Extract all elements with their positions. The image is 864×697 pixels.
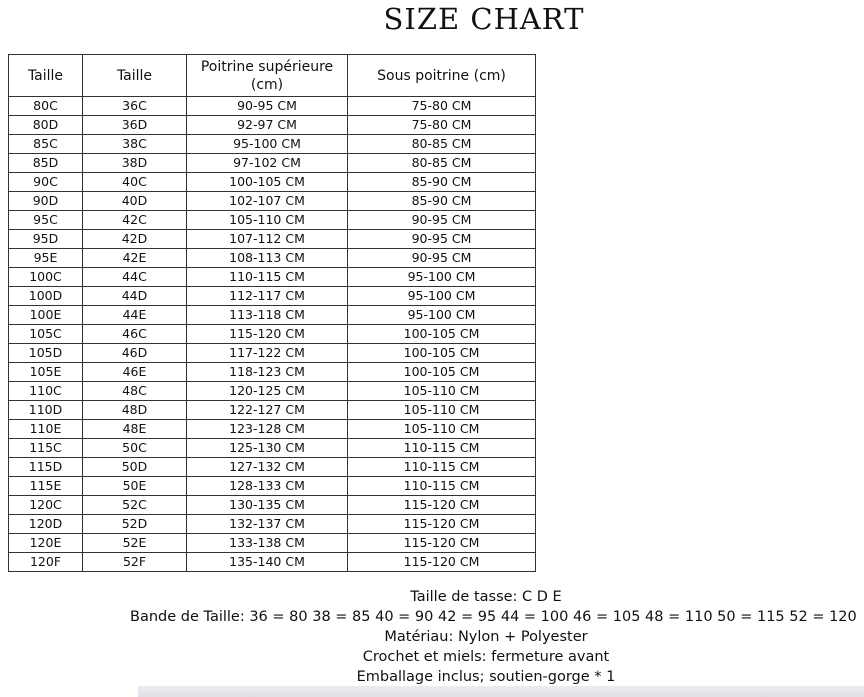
page-title: SIZE CHART [383, 2, 585, 36]
underbust-cell: 90-95 CM [348, 211, 536, 230]
size-eu-cell: 115D [9, 458, 83, 477]
size-eu-cell: 100C [9, 268, 83, 287]
table-row [9, 173, 536, 192]
cup-size-note: Taille de tasse: C D E [410, 589, 562, 605]
material-note: Matériau: Nylon + Polyester [384, 629, 588, 645]
size-us-cell: 44D [83, 287, 187, 306]
table-row [9, 553, 536, 572]
table-row [9, 249, 536, 268]
size-us-cell: 42E [83, 249, 187, 268]
table-row [9, 439, 536, 458]
size-eu-cell: 80D [9, 116, 83, 135]
size-us-cell: 52C [83, 496, 187, 515]
bust-cell: 108-113 CM [187, 249, 348, 268]
package-note: Emballage inclus; soutien-gorge * 1 [356, 669, 616, 685]
bust-cell: 105-110 CM [187, 211, 348, 230]
bust-cell: 90-95 CM [187, 97, 348, 116]
product-notes [130, 587, 857, 687]
size-us-cell: 50D [83, 458, 187, 477]
bust-cell: 97-102 CM [187, 154, 348, 173]
underbust-cell: 110-115 CM [348, 439, 536, 458]
size-us-cell: 42C [83, 211, 187, 230]
table-header-row [9, 55, 536, 97]
size-eu-cell: 90D [9, 192, 83, 211]
underbust-cell: 115-120 CM [348, 515, 536, 534]
table-row [9, 458, 536, 477]
underbust-cell: 85-90 CM [348, 173, 536, 192]
size-us-cell: 50E [83, 477, 187, 496]
table-row [9, 135, 536, 154]
size-eu-cell: 85D [9, 154, 83, 173]
underbust-cell: 80-85 CM [348, 135, 536, 154]
underbust-cell: 110-115 CM [348, 477, 536, 496]
bust-cell: 130-135 CM [187, 496, 348, 515]
table-row [9, 230, 536, 249]
underbust-cell: 95-100 CM [348, 306, 536, 325]
bust-cell: 112-117 CM [187, 287, 348, 306]
size-us-cell: 38D [83, 154, 187, 173]
header-poitrine-superieure: Poitrine supérieure (cm) [187, 55, 348, 97]
header-taille-eu: Taille [9, 55, 83, 97]
size-eu-cell: 100D [9, 287, 83, 306]
size-eu-cell: 110C [9, 382, 83, 401]
bust-cell: 132-137 CM [187, 515, 348, 534]
table-row [9, 515, 536, 534]
size-us-cell: 46D [83, 344, 187, 363]
underbust-cell: 100-105 CM [348, 325, 536, 344]
table-row [9, 154, 536, 173]
table-row [9, 363, 536, 382]
bust-cell: 117-122 CM [187, 344, 348, 363]
bust-cell: 122-127 CM [187, 401, 348, 420]
size-eu-cell: 105D [9, 344, 83, 363]
table-body [9, 97, 536, 572]
size-us-cell: 52F [83, 553, 187, 572]
closure-note: Crochet et miels: fermeture avant [362, 649, 610, 665]
size-us-cell: 42D [83, 230, 187, 249]
header-taille-us: Taille [83, 55, 187, 97]
size-us-cell: 48D [83, 401, 187, 420]
size-eu-cell: 100E [9, 306, 83, 325]
underbust-cell: 115-120 CM [348, 496, 536, 515]
size-table [8, 54, 536, 572]
underbust-cell: 115-120 CM [348, 553, 536, 572]
underbust-cell: 105-110 CM [348, 382, 536, 401]
bust-cell: 128-133 CM [187, 477, 348, 496]
bust-cell: 115-120 CM [187, 325, 348, 344]
underbust-cell: 115-120 CM [348, 534, 536, 553]
table-row [9, 401, 536, 420]
size-us-cell: 36D [83, 116, 187, 135]
bust-cell: 120-125 CM [187, 382, 348, 401]
underbust-cell: 100-105 CM [348, 363, 536, 382]
bust-cell: 102-107 CM [187, 192, 348, 211]
underbust-cell: 100-105 CM [348, 344, 536, 363]
size-eu-cell: 80C [9, 97, 83, 116]
size-eu-cell: 120F [9, 553, 83, 572]
underbust-cell: 75-80 CM [348, 97, 536, 116]
bust-cell: 118-123 CM [187, 363, 348, 382]
size-us-cell: 40D [83, 192, 187, 211]
size-eu-cell: 120E [9, 534, 83, 553]
size-eu-cell: 120C [9, 496, 83, 515]
size-eu-cell: 120D [9, 515, 83, 534]
size-us-cell: 50C [83, 439, 187, 458]
bust-cell: 113-118 CM [187, 306, 348, 325]
size-eu-cell: 90C [9, 173, 83, 192]
bust-cell: 135-140 CM [187, 553, 348, 572]
table-row [9, 534, 536, 553]
size-us-cell: 48C [83, 382, 187, 401]
bottom-image-strip [138, 686, 864, 697]
size-us-cell: 52E [83, 534, 187, 553]
bust-cell: 95-100 CM [187, 135, 348, 154]
bust-cell: 100-105 CM [187, 173, 348, 192]
underbust-cell: 75-80 CM [348, 116, 536, 135]
bust-cell: 125-130 CM [187, 439, 348, 458]
header-sous-poitrine: Sous poitrine (cm) [348, 55, 536, 97]
size-eu-cell: 115C [9, 439, 83, 458]
underbust-cell: 90-95 CM [348, 249, 536, 268]
table-row [9, 306, 536, 325]
table-row [9, 211, 536, 230]
bust-cell: 123-128 CM [187, 420, 348, 439]
bust-cell: 133-138 CM [187, 534, 348, 553]
size-us-cell: 46E [83, 363, 187, 382]
underbust-cell: 105-110 CM [348, 401, 536, 420]
size-us-cell: 52D [83, 515, 187, 534]
size-us-cell: 44C [83, 268, 187, 287]
table-row [9, 382, 536, 401]
size-eu-cell: 95D [9, 230, 83, 249]
table-row [9, 287, 536, 306]
bust-cell: 110-115 CM [187, 268, 348, 287]
table-row [9, 344, 536, 363]
size-eu-cell: 110E [9, 420, 83, 439]
table-row [9, 420, 536, 439]
bust-cell: 92-97 CM [187, 116, 348, 135]
band-size-note: Bande de Taille: 36 = 80 38 = 85 40 = 90 42 = 95 44 = 100 46 = 105 48 = 110 50 = 115 52 = 120 [130, 609, 857, 625]
table-row [9, 477, 536, 496]
table-row [9, 268, 536, 287]
table-row [9, 116, 536, 135]
bust-cell: 127-132 CM [187, 458, 348, 477]
table-row [9, 496, 536, 515]
size-eu-cell: 95E [9, 249, 83, 268]
bust-cell: 107-112 CM [187, 230, 348, 249]
size-eu-cell: 115E [9, 477, 83, 496]
underbust-cell: 105-110 CM [348, 420, 536, 439]
size-us-cell: 44E [83, 306, 187, 325]
size-us-cell: 46C [83, 325, 187, 344]
size-eu-cell: 85C [9, 135, 83, 154]
underbust-cell: 110-115 CM [348, 458, 536, 477]
size-us-cell: 48E [83, 420, 187, 439]
underbust-cell: 95-100 CM [348, 268, 536, 287]
underbust-cell: 90-95 CM [348, 230, 536, 249]
size-us-cell: 38C [83, 135, 187, 154]
size-us-cell: 36C [83, 97, 187, 116]
size-eu-cell: 105C [9, 325, 83, 344]
table-row [9, 192, 536, 211]
size-eu-cell: 95C [9, 211, 83, 230]
size-eu-cell: 105E [9, 363, 83, 382]
table-row [9, 325, 536, 344]
underbust-cell: 80-85 CM [348, 154, 536, 173]
table-row [9, 97, 536, 116]
underbust-cell: 85-90 CM [348, 192, 536, 211]
underbust-cell: 95-100 CM [348, 287, 536, 306]
size-eu-cell: 110D [9, 401, 83, 420]
size-us-cell: 40C [83, 173, 187, 192]
